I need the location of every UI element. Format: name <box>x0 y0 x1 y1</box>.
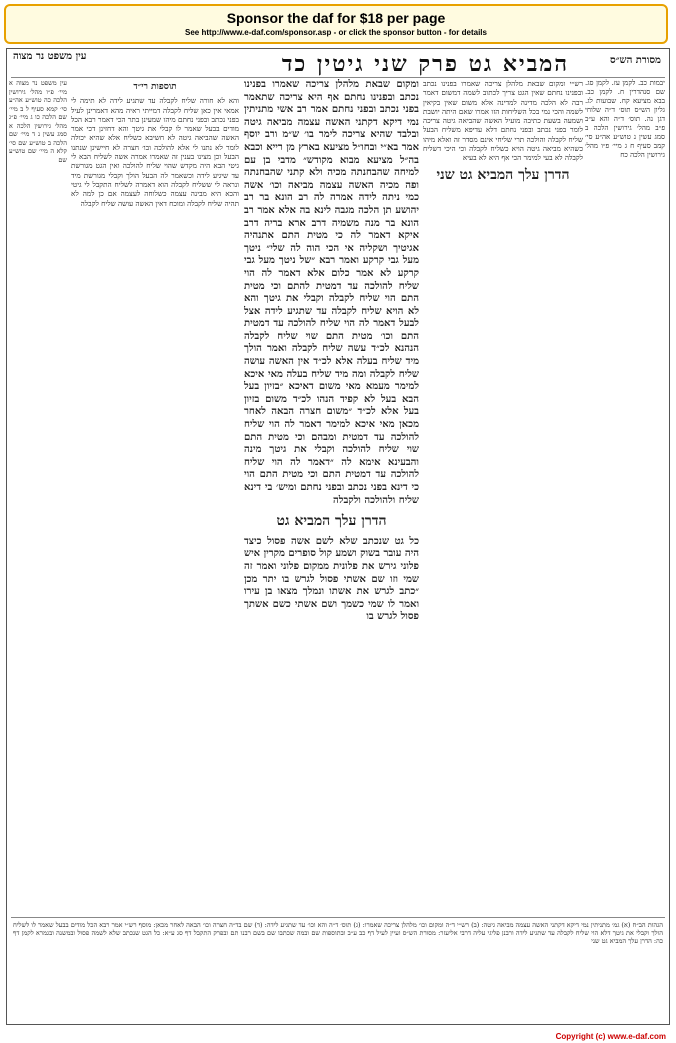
sponsor-title: Sponsor the daf for $18 per page <box>226 10 446 26</box>
header-ein-mishpat: עין משפט נר מצוה <box>13 51 87 62</box>
header-masoret: מסורת הש״ס <box>610 55 661 66</box>
rashi-hadran: הדרן עלך המביא גט שני <box>436 166 570 183</box>
right-margin-notes: יבמות כב. לקמן עז. לקמן סג. שם סנהדרין ח. לקמן כב. בבא מציעא קח. שבועות לג. גליון הש״ס תוס׳ ד״ה שלוחי דגן נה. תוס׳ ד״ה והא ע״ב פ״ב מהל׳ גירושין הלכה ב סמג עשין נ טוש״ע אה״ע סי׳ קמב סעיף ח ג מיי׳ פ״ו מהל׳ גירושין הלכה כח <box>585 79 665 159</box>
header-rule <box>11 77 665 78</box>
bottom-notes: הגהות הב״ח (א) גמ׳ מתניתין נמי דיקא דקתני האשה עצמה מביאה גיטה: (ב) רש״י ד״ה ומקום וכו׳ מלהלן צריכה שאמרו: (ג) תוס׳ ד״ה והא וכו׳ עד שתגיע לידה: (ד) שם בד״ה חצרה וכו׳ הבאה לאחר מכאן: מוסף רש״י אמר רבא הכל מודים בבעל שאמר לו לשליח הולך וקבלי את גיטך דלא הוי שליח לקבלה עד שתגיע לידה ורבנן פליגי עליה דרבי אליעזר: מסורת הש״ס ועיין לעיל דף כב ע״ב ובתוספות שם ובמה שכתבו שם בשם רבנו תם ובפרק התקבל דף סג ע״א: כל הגט שנכתב שלא לשמה פסול ובמשנה ובגמרא לקמן דף כה: הדרן עלך המביא גט שני <box>13 921 663 946</box>
rashi-text: רש״י ומקום שבאת מלהלן צריכה שאמרו בפנינו נכתב ובפנינו נחתם שאין הגט צריך לכתוב לשמה דמשום דאמר רבה לא הלכה מדינה למדינה אלא משום שאין בקיאין לשמה והכי נמי בכל השליחות הזו אמרו שאם היתה יושבת ושמעה בשעת כתיבה מועיל האשה שהביאה גיטה צריכה לומר בפני נכתב ובפני נחתם דלא עדיפא משליח הבעל שליח לקבלה והולכה תרי שליחי אינם מסדר זה ואלא מיהו כשהיא מביאה גיטה הויא כשליח לקבלה וכי היכי דשליח לקבלה לא בעי למימר הכי אף היא לא בעיא <box>423 79 583 163</box>
page-header: המביא גט פרק שני גיטין כד <box>281 51 569 77</box>
footer-rule <box>11 917 665 918</box>
gemara-column <box>244 79 419 869</box>
tosafot-title: תוספות רי״ד <box>133 82 177 92</box>
talmud-page <box>6 48 670 1025</box>
copyright-link[interactable]: Copyright (c) www.e-daf.com <box>555 1032 666 1041</box>
rashi-column <box>423 79 583 909</box>
mishnah-text: כל גט שנכתב שלא לשם אשה פסול כיצד היה עובר בשוק ושמע קול סופרים מקרין איש פלוני גירש את פלונית ממקום פלוני ואמר זה שמי וזו שם אשתי פסול לגרש בו יתר מכן ״כתב לגרש את אשתו ונמלך מצאו בן עירו ואמר לו שמי כשמך ושם אשתי כשם אשתך פסול לגרש בו <box>244 535 419 623</box>
left-margin-notes: עין משפט נר מצוה א מיי׳ פ״ו מהל׳ גירושין הלכה כה טוש״ע אה״ע סי׳ קמא סעיף ל ב מיי׳ שם הלכה כו ג מיי׳ פ״ג מהל׳ גירושין הלכה א סמג עשין נ ד מיי׳ שם הלכה ב טוש״ע שם סי׳ קלא ה מיי׳ שם טוש״ע שם <box>9 79 67 164</box>
tosafot-column <box>71 79 239 909</box>
gemara-text: ומקום שבאת מלהלן צריכה שאמרו בפנינו נכתב ובפנינו נחתם אף היא צריכה שתאמר בפני נכתב ובפני נחתם אמר רב אשי מתניתין נמי דיקא דקתני האשה עצמה מביאה גיטה ובלבד שהיא צריכה לימר בו׳ ש״מ ורב יוסף אמר בא״י ובחו״ל מציעא בארץ מן רייא וכבא בה״ל מציעא מבוא מקודש״ מדבי בן עם למיחה שהבחנתה מכיה ולא קתני שהבחנתה ופה מכיה האשה עצמה מביאה וכו׳ אשה כמי ניתה לידה אמרה לה רב הונא בר רב יהושע תן הלכה מגבה לינא בה אלא אמר רב הונא בר מנה משמיה דרב ארא בריה דרב איקא דאמר לה כי מטית התם אתנהיה אגיטיך ושקליה אי הכי הוה לה שלי״ ניטך מעל גבי קרקע ואמר רבא ״של ניטך מעל גבי קרקע לא אמר כלום אלא דאמר לה הוי שליח להולכה עד דמטית להתם וכי מטית התם הוי שליח לקבלה וקבלי את גיטך והא לא הויא שליח לקבלה עד שתגיע לידה אצל לבעל דאמר לה הוי שליח להולכה עד דמטית התם וכו׳ מטית התם שוי שליח לקבלה הנהנא לכ״ד עשה שליח לקבלה ואמר הולך מיד שליח בעלה אלא לכ״ד אין האשה עושה שליח לקבלה ומה מיד שליח בעלה מאי איכא למימר מעמא מאי משום דאיכא ״בזיון בעל הבא בעל לא קפיד הנהו לכ״ד משום בזיון בעל אלא לכ״ד ״משום חצרה הבאה לאחר מכאן מאי איכא למימר דאמר לה הוי שליח להולכה עד דמטית ומבהם וכי מטית התם שוי שליח להולכה וקבלי את גיטך מינה והבעינא אימא לה ״דאמר לה הוי שליח להולכה עד דמטית התם וכי מטית התם הוי כי דינא בפני נכתב ובפני נחתם ומיש׳ בי דינא שליח ולהולכה ולקבלה <box>244 79 419 506</box>
sponsor-subtitle[interactable]: See http://www.e-daf.com/sponsor.asp - or click the sponsor button - for details <box>185 28 487 37</box>
tosafot-text: והא לא חורה שליח לקבלה עד שתגיע לידה לא תימה לי אמאי אין כאן שליח לקבלה דמייתי ראיה מהא דאמרינן לעיל בפני נכתב ובפני נחתם מיהו שמעינן בתר הכי דאמר רבא הכל מודים בבעל שאמר לו קבלי את גיטך והא דחזינן דכי אמר האשה שהביאה גיטה לא חשיבא כשליח אלא שהיא יכולה לומר לא נתנו לי אלא להולכה ובו׳ חצרה לא חיישינן שנתנו הבעל וכן מצינו בענין זה שאמרו אמרה אשה לשליח הבא לי גיטי הבא היה מקדש שהוי שליח להולכה ואין הגט מגורשת עד שיגיע לידה וכשאמר לה הבעל הולך וקבלי מגורשת מיד ונראה לי ששליח לקבלה הוא דאמרה לשליח התקבל לי גיטי והכא היא מבינה עצמה כשלוחה לעצמה אם כן למה לא תהיה שליח לקבלה ומוכח דאין האשה עושה שליח לקבלה <box>71 96 239 208</box>
gemara-hadran: הדרן עלך המביא גט <box>276 513 387 530</box>
sponsor-banner[interactable] <box>4 4 668 44</box>
